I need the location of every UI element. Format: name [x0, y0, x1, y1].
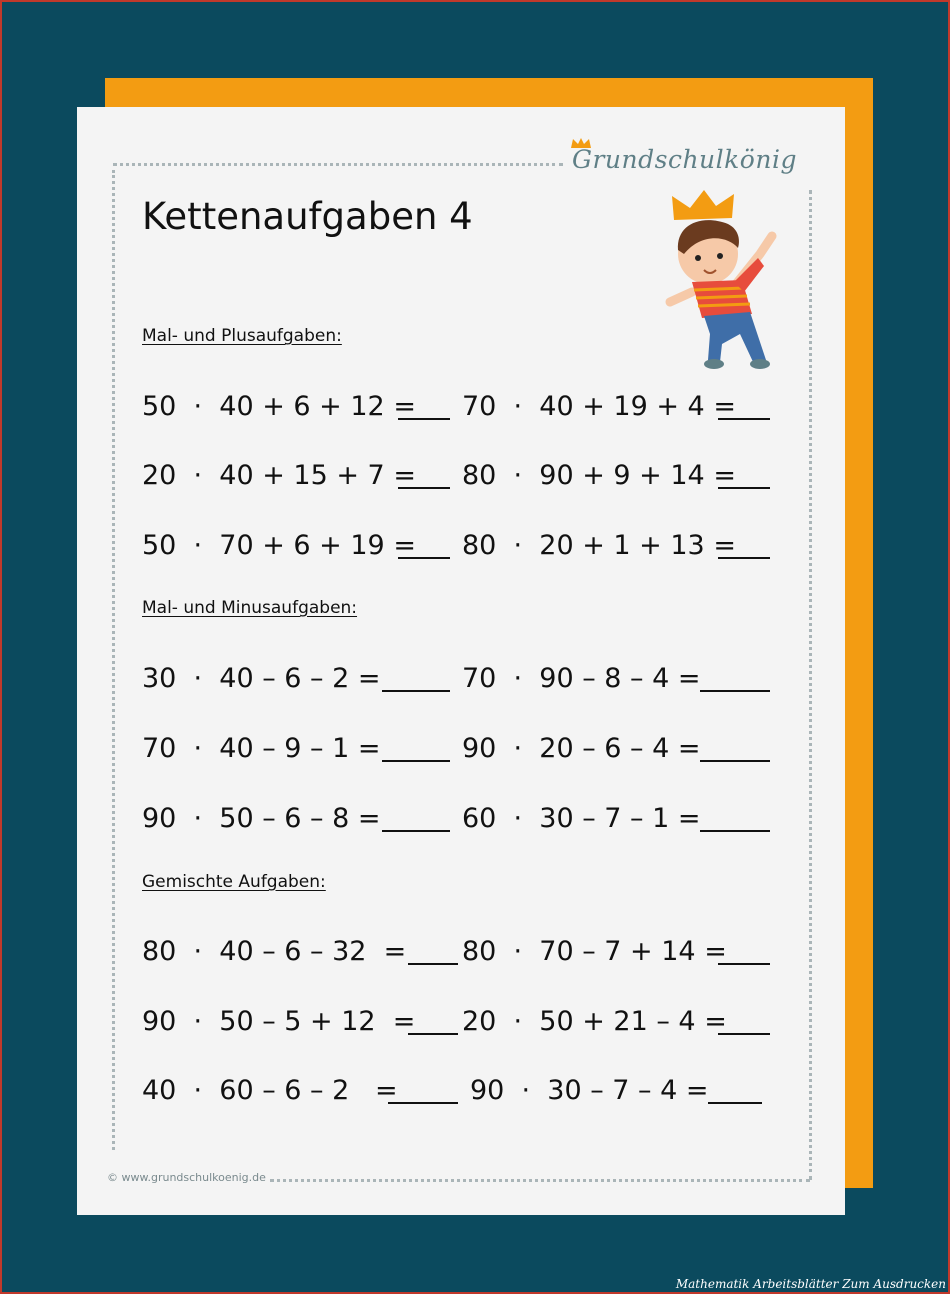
task-6-right: 60 · 30 – 7 – 1 =	[462, 803, 701, 834]
task-8-right: 20 · 50 + 21 – 4 =	[462, 1006, 727, 1037]
worksheet-title: Kettenaufgaben 4	[142, 195, 473, 238]
answer-blank[interactable]	[708, 1102, 762, 1104]
task-4-left: 30 · 40 – 6 – 2 =	[142, 663, 381, 694]
answer-blank[interactable]	[388, 1102, 458, 1104]
answer-blank[interactable]	[700, 690, 770, 692]
answer-blank[interactable]	[398, 487, 450, 489]
answer-blank[interactable]	[700, 760, 770, 762]
answer-blank[interactable]	[382, 760, 450, 762]
task-1-left: 50 · 40 + 6 + 12 =	[142, 391, 416, 422]
dotted-border-top	[113, 163, 563, 166]
section-heading-plus: Mal- und Plusaufgaben:	[142, 326, 342, 346]
answer-blank[interactable]	[382, 830, 450, 832]
section-heading-mixed: Gemischte Aufgaben:	[142, 872, 326, 892]
task-8-left: 90 · 50 – 5 + 12 =	[142, 1006, 416, 1037]
answer-blank[interactable]	[718, 557, 770, 559]
answer-blank[interactable]	[700, 830, 770, 832]
answer-blank[interactable]	[718, 963, 770, 965]
answer-blank[interactable]	[718, 1033, 770, 1035]
answer-blank[interactable]	[408, 1033, 458, 1035]
answer-blank[interactable]	[718, 418, 770, 420]
task-1-right: 70 · 40 + 19 + 4 =	[462, 391, 736, 422]
task-9-right: 90 · 30 – 7 – 4 =	[470, 1075, 709, 1106]
answer-blank[interactable]	[718, 487, 770, 489]
image-caption: Mathematik Arbeitsblätter Zum Ausdrucken	[675, 1277, 946, 1291]
task-7-right: 80 · 70 – 7 + 14 =	[462, 936, 727, 967]
answer-blank[interactable]	[382, 690, 450, 692]
task-5-left: 70 · 40 – 9 – 1 =	[142, 733, 381, 764]
task-2-left: 20 · 40 + 15 + 7 =	[142, 460, 416, 491]
dotted-border-bottom	[270, 1179, 810, 1182]
answer-blank[interactable]	[398, 557, 450, 559]
task-7-left: 80 · 40 – 6 – 32 =	[142, 936, 407, 967]
dotted-border-right	[809, 190, 812, 1180]
answer-blank[interactable]	[398, 418, 450, 420]
task-6-left: 90 · 50 – 6 – 8 =	[142, 803, 381, 834]
brand-logo: Grundschulkönig	[572, 145, 797, 174]
dotted-border-left	[112, 170, 115, 1150]
task-2-right: 80 · 90 + 9 + 14 =	[462, 460, 736, 491]
footer-url: © www.grundschulkoenig.de	[107, 1171, 266, 1184]
section-heading-minus: Mal- und Minusaufgaben:	[142, 598, 358, 618]
answer-blank[interactable]	[408, 963, 458, 965]
task-9-left: 40 · 60 – 6 – 2 =	[142, 1075, 398, 1106]
task-3-right: 80 · 20 + 1 + 13 =	[462, 530, 736, 561]
task-4-right: 70 · 90 – 8 – 4 =	[462, 663, 701, 694]
task-5-right: 90 · 20 – 6 – 4 =	[462, 733, 701, 764]
boy-with-crown-illustration	[662, 184, 790, 384]
task-3-left: 50 · 70 + 6 + 19 =	[142, 530, 416, 561]
